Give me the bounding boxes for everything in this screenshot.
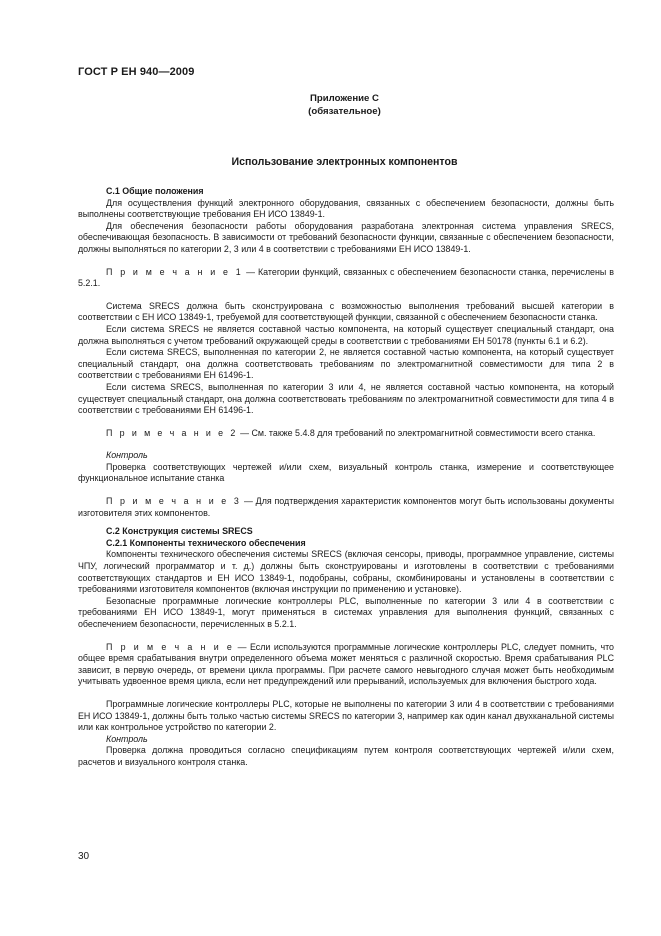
body-paragraph	[78, 347, 614, 382]
paragraph-text: Контроль	[106, 450, 148, 461]
paragraph-text: Программные логические контроллеры PLC, которые не выполнены по категории 3 или 4 в соответствии с требованиями ЕН ИСО 13849-1, должны быть только частью системы SRECS по категории 3, например как один канал двухканальной системы или как контрольное устройство по категории 2.	[78, 698, 614, 733]
body-paragraph	[78, 301, 614, 324]
paragraph-text: Контроль	[106, 733, 148, 744]
paragraph-text: Если система SRECS не является составной частью компонента, на который существует специальный стандарт, она должна выполняться с учетом требований окружающей среды в соответствии с требованиями ЕН 50178 (пункты 6.1 и 6.2).	[78, 323, 614, 346]
note-paragraph	[78, 642, 614, 688]
body-paragraph	[78, 198, 614, 221]
body-paragraph	[78, 462, 614, 485]
body-paragraph	[78, 450, 614, 462]
annex-status: (обязательное)	[308, 106, 381, 117]
section-title: Использование электронных компонентов	[231, 156, 458, 168]
note-paragraph	[78, 496, 614, 519]
note-label: П р и м е ч а н и е 3	[106, 496, 242, 507]
paragraph-text: — См. также 5.4.8 для требований по электромагнитной совместимости всего станка.	[237, 427, 596, 438]
paragraph-text: С.2.1 Компоненты технического обеспечения	[106, 537, 306, 548]
body-paragraph	[78, 734, 614, 746]
paragraph-text: Проверка должна проводиться согласно спецификациям путем контроля соответствующих чертежей и/или схем, расчетов и визуального контроля станка.	[78, 745, 614, 767]
note-paragraph	[78, 267, 614, 290]
paragraph-text: — Для подтверждения характеристик компонентов могут быть использованы документы изготовителя этих компонентов.	[78, 496, 614, 518]
body-paragraph	[78, 324, 614, 347]
paragraph-text: Проверка соответствующих чертежей и/или схем, визуальный контроль станка, измерение и соответствующее функциональное испытание станка	[78, 461, 614, 484]
document-body	[78, 186, 614, 769]
annex-title: Приложение С	[310, 93, 379, 104]
paragraph-text: — Категории функций, связанных с обеспечением безопасности станка, перечислены в 5.2.1.	[78, 266, 614, 289]
paragraph-text: Если система SRECS, выполненная по категории 2, не является составной частью компонента, на который существует специальный стандарт, она должна соответствовать требованиям по электромагнитной совместимости для типа 2 в соответствии с требованиями ЕН 61496-1.	[78, 347, 614, 381]
body-paragraph	[78, 699, 614, 734]
body-paragraph	[78, 221, 614, 256]
paragraph-text: Компоненты технического обеспечения системы SRECS (включая сенсоры, приводы, программное управление, системы ЧПУ, логический программатор и т. д.) должны быть сконструированы и изготовлены в соответствии с требованиями соответствующих стандартов и ЕН ИСО 13849-1, подобраны, собраны, скомбинированы и установлены в соответствии с требованиями изготовителя компонентов (включая инструкции по применению и установке).	[78, 549, 614, 595]
body-paragraph	[78, 382, 614, 417]
subsection-heading	[78, 186, 614, 198]
document-header: ГОСТ Р ЕН 940—2009	[78, 66, 195, 78]
note-paragraph	[78, 428, 614, 440]
paragraph-text: С.1 Общие положения	[106, 186, 204, 196]
paragraph-text: Для обеспечения безопасности работы оборудования разработана электронная система управления SRECS, обеспечивающая безопасность. В зависимости от требований безопасности функции, связанные с обеспечением безопасности, должны выполняться по категории 2, 3 или 4 в соответствии с требованиями ЕН ИСО 13849-1.	[78, 220, 614, 254]
paragraph-text: С.2 Конструкция системы SRECS	[106, 526, 253, 537]
note-label: П р и м е ч а н и е	[106, 641, 235, 652]
paragraph-text: Для осуществления функций электронного оборудования, связанных с обеспечением безопасности, должны быть выполнены соответствующие требования ЕН ИСО 13849-1.	[78, 197, 614, 220]
note-label: П р и м е ч а н и е 2	[106, 427, 238, 438]
note-label: П р и м е ч а н и е 1	[106, 266, 244, 277]
subsection-heading	[78, 526, 614, 538]
page-number: 30	[78, 851, 90, 862]
paragraph-text: Система SRECS должна быть сконструирована с возможностью выполнения требований высшей категории в соответствии с ЕН ИСО 13849-1, требуемой для соответствующей функции, связанной с обеспечением безопасности станка.	[78, 300, 614, 323]
paragraph-text: Если система SRECS, выполненная по категории 3 или 4, не является составной частью компонента, на который существует специальный стандарт, она должна соответствовать требованиям по электромагнитной совместимости для типа 4 в соответствии с требованиями ЕН 61496-1.	[78, 381, 614, 416]
paragraph-text: Безопасные программные логические контроллеры PLC, выполненные по категории 3 или 4 в соответствии с требованиями ЕН ИСО 13849-1, могут применяться в системах управления для выполнения функций, связанных с обеспечением безопасности, перечисленных в 5.2.1.	[78, 595, 614, 629]
body-paragraph	[78, 596, 614, 631]
paragraph-text: — Если используются программные логические контроллеры PLC, следует помнить, что общее время срабатывания внутри определенного объема может меняться с различной скоростью. Время срабатывания PLC зависит, в первую очередь, от времени цикла программы. При расчете самого невыгодного случая может быть необходимым учитывать удвоенное время цикла, если нет предупреждений или прерываний, используемых для включения быстрого хода.	[78, 641, 614, 687]
body-paragraph	[78, 745, 614, 768]
subsection-heading	[78, 538, 614, 550]
body-paragraph	[78, 549, 614, 595]
